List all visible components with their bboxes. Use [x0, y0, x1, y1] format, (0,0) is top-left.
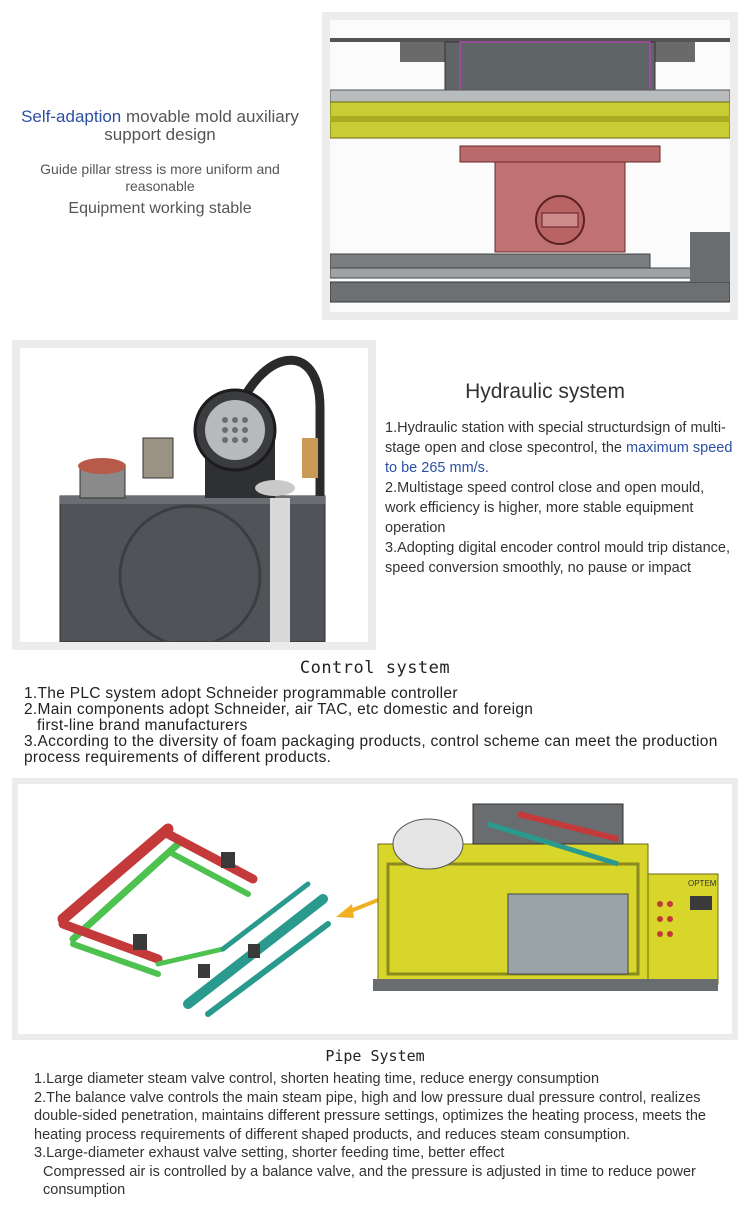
hydraulic-item-1	[385, 418, 735, 478]
hydraulic-feature-list	[385, 418, 735, 578]
max-speed-highlight: maximum speed to be 265 mm/s.	[385, 440, 733, 476]
control-item-1: 1.The PLC system adopt Schneider programmable controller	[24, 685, 458, 702]
mold-line-2: Equipment working stable	[68, 200, 252, 217]
mold-title-rest: movable mold auxiliary support design	[104, 107, 299, 144]
hydraulic-item-1-text: 1.Hydraulic station with special structurdsign of multi-stage open and close specontrol, the	[385, 420, 726, 456]
mold-section-title	[20, 108, 300, 144]
pipe-section-title: Pipe System	[325, 1047, 425, 1065]
mold-title-highlight: Self-adaption	[21, 107, 122, 126]
pipe-feature-list	[34, 1070, 739, 1200]
mold-line-1: Guide pillar stress is more uniform and reasonable	[40, 161, 280, 194]
hydraulic-station-photo	[20, 348, 368, 642]
control-section-title: Control system	[299, 658, 451, 678]
pipe-system-image-frame	[12, 778, 738, 1040]
hydraulic-item-2: 2.Multistage speed control close and open mould, work efficiency is higher, more stable equipment operation	[385, 480, 705, 536]
control-feature-list	[24, 686, 734, 766]
control-item-2-line-1: 2.Main components adopt Schneider, air TAC, etc domestic and foreign	[24, 701, 534, 718]
pipe-item-3: 3.Large-diameter exhaust valve setting, shorter feeding time, better effect	[34, 1145, 505, 1161]
pipe-item-4: Compressed air is controlled by a balance valve, and the pressure is adjusted in time to reduce power consumption	[43, 1163, 696, 1198]
pipe-system-drawing	[18, 784, 732, 1034]
control-item-3: 3.According to the diversity of foam packaging products, control scheme can meet the production process requirements of different products.	[24, 733, 718, 766]
mold-cad-drawing	[330, 20, 730, 312]
hydraulic-item-3: 3.Adopting digital encoder control mould trip distance, speed conversion smoothly, no pause or impact	[385, 540, 730, 576]
pipe-item-1: 1.Large diameter steam valve control, shorten heating time, reduce energy consumption	[34, 1071, 600, 1087]
control-item-2-line-2: first-line brand manufacturers	[37, 717, 248, 734]
hydraulic-image-frame	[12, 340, 376, 650]
pipe-item-2: 2.The balance valve controls the main steam pipe, high and low pressure dual pressure control, realizes double-sided penetration, maintains different pressure settings, optimizes the heating process, meets the heating process requirements of different shaped products, and reduces steam consumption.	[34, 1089, 706, 1143]
hydraulic-section-title: Hydraulic system	[465, 380, 625, 403]
machine-brand-label: OPTEM	[688, 879, 717, 888]
mold-cad-image-frame	[322, 12, 738, 320]
